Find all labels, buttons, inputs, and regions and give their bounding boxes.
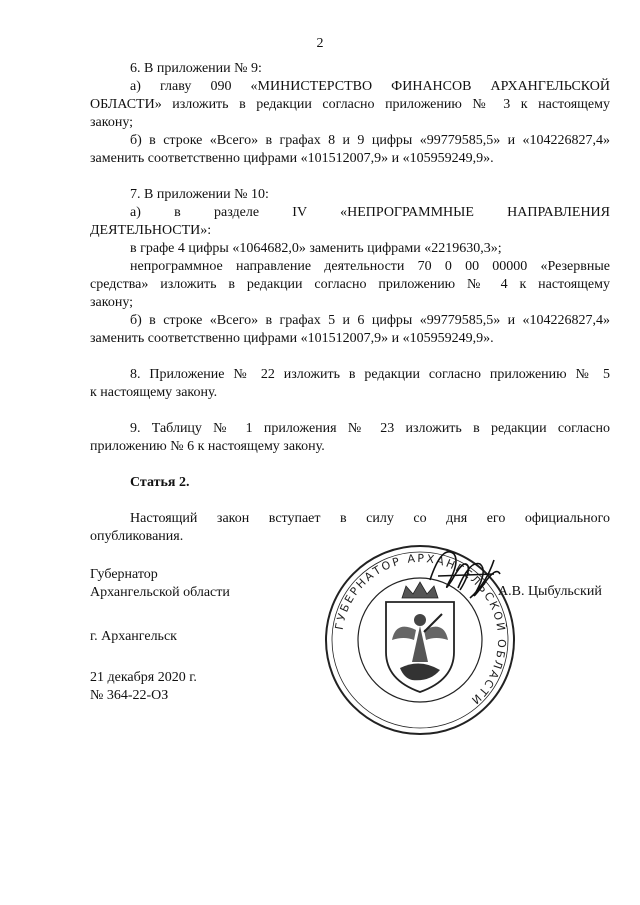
- document-body: [90, 60, 610, 546]
- svg-text:ГУБЕРНАТОР АРХАНГЕЛЬСКОЙ ОБЛАС: ГУБЕРНАТОР АРХАНГЕЛЬСКОЙ ОБЛАСТИ: [332, 551, 509, 708]
- item6-b-line2: заменить соответственно цифрами «101512007,9» и «105959249,9».: [90, 151, 494, 166]
- item7-a-line2: ДЕЯТЕЛЬНОСТИ»:: [90, 223, 212, 238]
- signatory-name: А.В. Цыбульский: [498, 584, 602, 599]
- article2-title: Статья 2.: [130, 475, 190, 490]
- article2-line2: опубликования.: [90, 529, 184, 544]
- item7-b-line1: б) в строке «Всего» в графах 5 и 6 цифры «99779585,5» и «104226827,4»: [130, 313, 610, 328]
- item8-line2: к настоящему закону.: [90, 385, 218, 400]
- item9-line1: 9. Таблицу № 1 приложения № 23 изложить в редакции согласно: [130, 421, 610, 436]
- item8-line1: 8. Приложение № 22 изложить в редакции согласно приложению № 5: [130, 367, 610, 382]
- signatory-position: [90, 566, 230, 602]
- item7-heading: 7. В приложении № 10:: [130, 187, 269, 202]
- position-line2: Архангельской области: [90, 585, 230, 600]
- date-block: [90, 669, 197, 705]
- law-date: 21 декабря 2020 г.: [90, 670, 197, 685]
- item7-b-line2: заменить соответственно цифрами «101512007,9» и «105959249,9».: [90, 331, 494, 346]
- item6-a-line1: а) главу 090 «МИНИСТЕРСТВО ФИНАНСОВ АРХАНГЕЛЬСКОЙ: [130, 79, 610, 94]
- item7-a-line1: а) в разделе IV «НЕПРОГРАММНЫЕ НАПРАВЛЕНИЯ: [130, 205, 610, 220]
- item6-heading: 6. В приложении № 9:: [130, 61, 262, 76]
- item6-a-line3: закону;: [90, 115, 134, 130]
- coat-of-arms-icon: [386, 582, 454, 692]
- item7-a-line5: средства» изложить в редакции согласно приложению № 4 к настоящему: [90, 277, 610, 292]
- law-number: № 364-22-ОЗ: [90, 688, 169, 703]
- position-line1: Губернатор: [90, 567, 158, 582]
- item7-a-line4: непрограммное направление деятельности 70 0 00 00000 «Резервные: [130, 259, 610, 274]
- page-number: 2: [316, 36, 324, 51]
- item9-line2: приложению № 6 к настоящему закону.: [90, 439, 325, 454]
- item6-a-line2: ОБЛАСТИ» изложить в редакции согласно приложению № 3 к настоящему: [90, 97, 610, 112]
- item7-a-line6: закону;: [90, 295, 134, 310]
- governor-seal-stamp: [320, 540, 520, 740]
- article2-line1: Настоящий закон вступает в силу со дня его официального: [130, 511, 610, 526]
- item6-b-line1: б) в строке «Всего» в графах 8 и 9 цифры «99779585,5» и «104226827,4»: [130, 133, 610, 148]
- city: г. Архангельск: [90, 629, 177, 644]
- item7-a-line3: в графе 4 цифры «1064682,0» заменить цифрами «2219630,3»;: [130, 241, 502, 256]
